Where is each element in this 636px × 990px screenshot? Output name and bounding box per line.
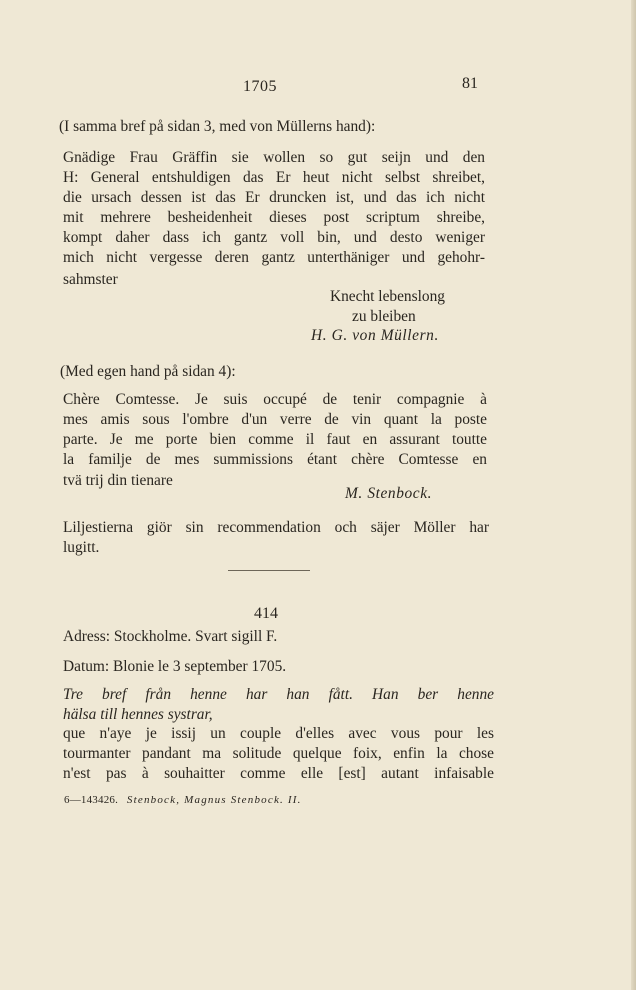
letter1-body-line: H: General entshuldigen das Er heut nicht selbst shreibet, <box>63 169 485 186</box>
letter1-closing: Knecht lebenslong <box>330 288 445 305</box>
printer-footer <box>64 793 302 807</box>
running-title: Stenbock, Magnus Stenbock. II. <box>126 794 302 806</box>
letter1-body-line: die ursach dessen ist das Er druncken ist, und das ich nicht <box>63 189 485 206</box>
letter1-body-line: kompt daher dass ich gantz voll bin, und desto weniger <box>63 229 485 246</box>
header-year: 1705 <box>243 78 277 95</box>
letter1-closing: zu bleiben <box>352 308 416 325</box>
page-edge <box>631 0 636 990</box>
letter2-body-line: mes amis sous l'ombre d'un verre de vin quant la poste <box>63 411 487 428</box>
entry-text-line: que n'aye je issij un couple d'elles avec vous pour les <box>63 725 494 742</box>
entry-date: Datum: Blonie le 3 september 1705. <box>63 658 287 675</box>
letter2-body-line: Chère Comtesse. Je suis occupé de tenir compagnie à <box>63 391 487 408</box>
letter1-body-line: mich nicht vergesse deren gantz unterthäniger und gehohr- <box>63 249 485 266</box>
letter1-body-line: sahmster <box>63 271 118 288</box>
postscript-line: Liljestierna giör sin recommendation och säjer Möller har <box>63 519 489 536</box>
letter1-intro: (I samma bref på sidan 3, med von Müllerns hand): <box>59 118 376 135</box>
entry-text-line: n'est pas à souhaitter comme elle [est] autant infaisable <box>63 765 494 782</box>
entry-address: Adress: Stockholme. Svart sigill F. <box>63 628 278 645</box>
letter2-body-line: la familje de mes summissions étant chère Comtesse en <box>63 451 487 468</box>
letter2-body-line: tvä trij din tienare <box>63 472 173 489</box>
entry-number: 414 <box>254 605 278 622</box>
letter2-intro: (Med egen hand på sidan 4): <box>60 363 236 380</box>
letter1-body-line: mit mehrere besheidenheit dieses post scriptum shreibe, <box>63 209 485 226</box>
entry-summary: hälsa till hennes systrar, <box>63 706 213 723</box>
section-divider <box>228 570 310 571</box>
entry-text-line: tourmanter pandant ma solitude quelque foix, enfin la chose <box>63 745 494 762</box>
letter2-signature: M. Stenbock. <box>345 485 433 502</box>
page-number: 81 <box>462 75 478 92</box>
postscript-line: lugitt. <box>63 539 100 556</box>
letter1-body-line: Gnädige Frau Gräffin sie wollen so gut seijn und den <box>63 149 485 166</box>
entry-summary: Tre bref från henne har han fått. Han ber henne <box>63 686 494 703</box>
letter2-body-line: parte. Je me porte bien comme il faut en assurant toutte <box>63 431 487 448</box>
printer-mark: 6—143426. <box>64 794 119 806</box>
letter1-signature: H. G. von Müllern. <box>311 327 439 344</box>
